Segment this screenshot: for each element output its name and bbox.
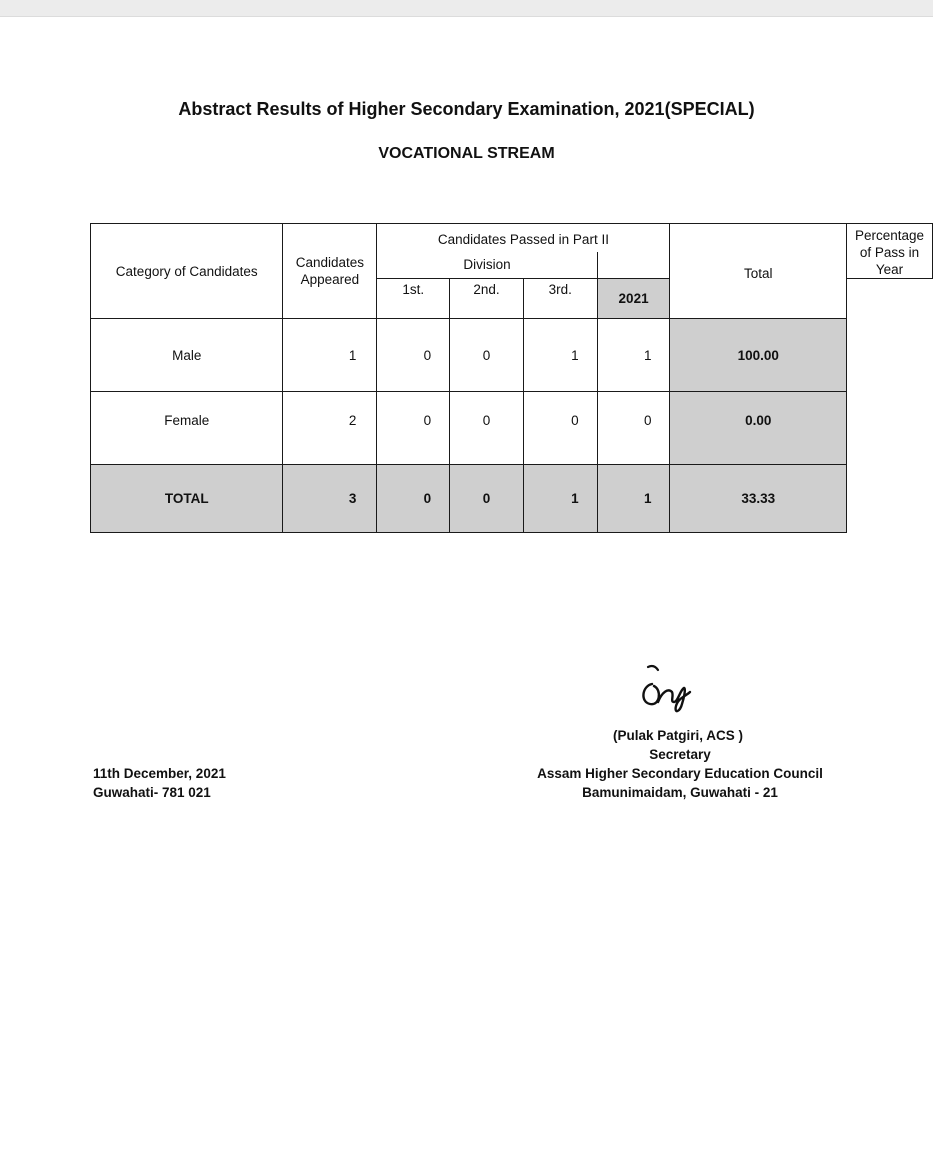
footer-left — [93, 764, 226, 802]
row-third: 1 — [523, 319, 597, 392]
signatory-designation: Secretary — [649, 747, 711, 762]
results-table — [90, 223, 933, 533]
row-category: Male — [91, 319, 283, 392]
row-first: 0 — [377, 392, 450, 465]
header-year: 2021 — [597, 279, 670, 319]
document-title: Abstract Results of Higher Secondary Examination, 2021(SPECIAL) — [178, 99, 755, 119]
row-category: Female — [91, 392, 283, 465]
header-total: Total — [670, 224, 846, 319]
row-total: 0 — [597, 392, 670, 465]
total-third: 1 — [523, 465, 597, 533]
header-passed-group: Candidates Passed in Part II — [377, 224, 670, 252]
stream-subtitle: VOCATIONAL STREAM — [378, 145, 555, 162]
issue-place: Guwahati- 781 021 — [93, 785, 211, 800]
table-row — [91, 319, 933, 392]
row-appeared: 1 — [283, 319, 377, 392]
signatory-block — [500, 726, 860, 802]
top-bar — [0, 0, 933, 17]
header-second-division: 2nd. — [450, 279, 524, 319]
header-category: Category of Candidates — [91, 224, 283, 319]
total-total: 1 — [597, 465, 670, 533]
row-first: 0 — [377, 319, 450, 392]
header-percentage: Percentage of Pass in Year — [846, 224, 932, 279]
total-first: 0 — [377, 465, 450, 533]
row-percentage: 0.00 — [670, 392, 846, 465]
row-third: 0 — [523, 392, 597, 465]
total-second: 0 — [450, 465, 524, 533]
row-second: 0 — [450, 319, 524, 392]
total-percentage: 33.33 — [670, 465, 846, 533]
row-appeared: 2 — [283, 392, 377, 465]
row-total: 1 — [597, 319, 670, 392]
issue-date: 11th December, 2021 — [93, 766, 226, 781]
total-category: TOTAL — [91, 465, 283, 533]
signatory-organization: Assam Higher Secondary Education Council — [537, 766, 823, 781]
header-first-division: 1st. — [377, 279, 450, 319]
signatory-name: (Pulak Patgiri, ACS ) — [612, 728, 744, 743]
header-appeared: Candidates Appeared — [283, 224, 377, 319]
row-percentage: 100.00 — [670, 319, 846, 392]
total-appeared: 3 — [283, 465, 377, 533]
table-row — [91, 392, 933, 465]
total-row — [91, 465, 933, 533]
header-division: Division — [377, 252, 597, 279]
signature-mark — [638, 662, 702, 720]
row-second: 0 — [450, 392, 524, 465]
header-third-division: 3rd. — [523, 279, 597, 319]
signatory-address: Bamunimaidam, Guwahati - 21 — [582, 785, 778, 800]
